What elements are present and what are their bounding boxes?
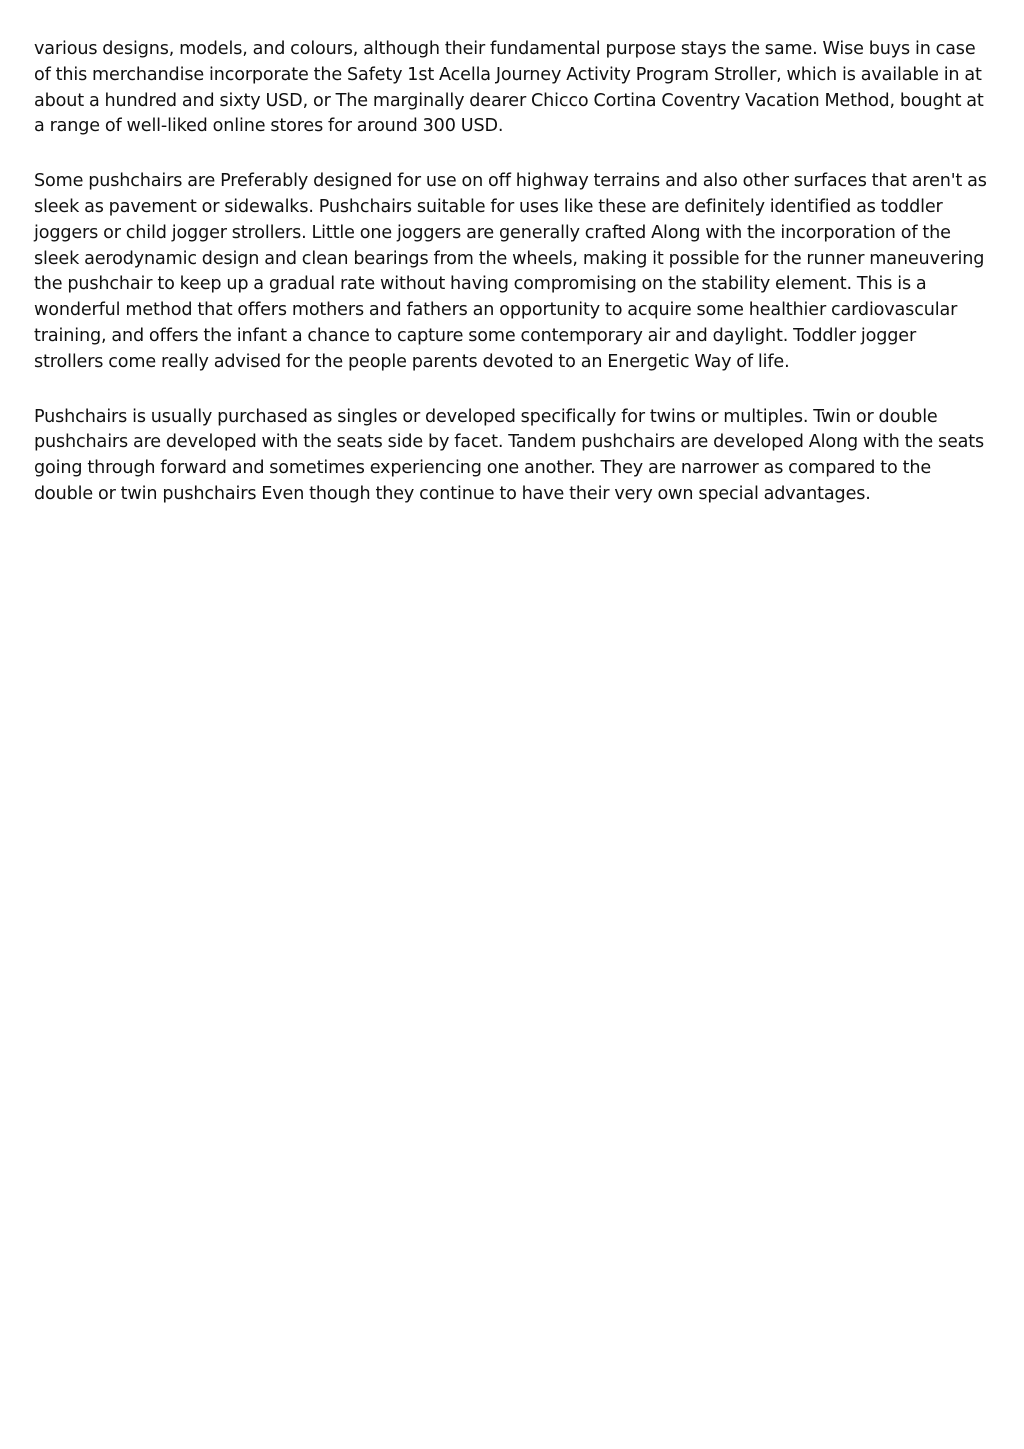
- paragraph-2: Some pushchairs are Preferably designed for use on off highway terrains and also other surfaces that aren't as sleek as pavement or sidewalks. Pushchairs suitable for uses like these are definitely identified as toddler joggers or child jogger strollers. Little one joggers are generally crafted Along with the incorporation of the sleek aerodynamic design and clean bearings from the wheels, making it possible for the runner maneuvering the pushchair to keep up a gradual rate without having compromising on the stability element. This is a wonderful method that offers mothers and fathers an opportunity to acquire some healthier cardiovascular training, and offers the infant a chance to capture some contemporary air and daylight. Toddler jogger strollers come really advised for the people parents devoted to an Energetic Way of life.: [34, 171, 987, 372]
- paragraph-1: various designs, models, and colours, although their fundamental purpose stays the same. Wise buys in case of this merchandise incorporate the Safety 1st Acella Journey Activity Program Stroller, which is available in at about a hundred and sixty USD, or The marginally dearer Chicco Cortina Coventry Vacation Method, bought at a range of well-liked online stores for around 300 USD.: [34, 39, 984, 137]
- document-body: [34, 37, 990, 537]
- paragraph-3: Pushchairs is usually purchased as singles or developed specifically for twins or multiples. Twin or double pushchairs are developed with the seats side by facet. Tandem pushchairs are developed Along with the seats going through forward and sometimes experiencing one another. They are narrower as compared to the double or twin pushchairs Even though they continue to have their very own special advantages.: [34, 406, 985, 504]
